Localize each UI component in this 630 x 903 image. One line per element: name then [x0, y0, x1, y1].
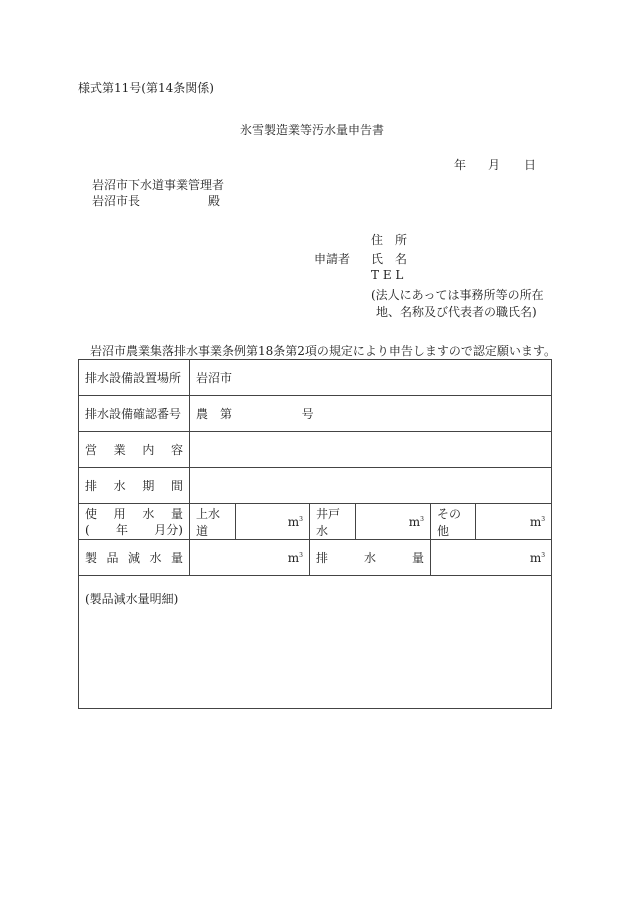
usage-label — [79, 504, 190, 540]
table-row-usage — [79, 504, 552, 540]
business-label-char: 内 — [142, 443, 155, 457]
unit-label: m — [529, 550, 542, 565]
usage-label-char: 使 — [85, 506, 98, 521]
table-row-business — [79, 432, 552, 468]
details-area[interactable] — [79, 576, 552, 709]
water-supply-value[interactable] — [236, 504, 310, 540]
reduction-label-char: 品 — [106, 551, 119, 565]
business-label — [79, 432, 190, 468]
reduction-label — [79, 540, 190, 576]
drain-label-char: 排 — [316, 551, 329, 565]
date-day-label: 日 — [524, 158, 537, 172]
reduction-label-char: 製 — [85, 551, 98, 565]
usage-label-char: 量 — [170, 506, 183, 521]
confirm-prefix: 農 第 — [196, 407, 233, 421]
unit-label: m — [529, 514, 542, 529]
unit-label: m — [287, 550, 300, 565]
location-value[interactable]: 岩沼市 — [190, 360, 552, 396]
unit-sup: 3 — [299, 551, 303, 559]
water-supply-label: 上水道 — [190, 504, 236, 540]
period-label — [79, 468, 190, 504]
reduction-value[interactable] — [190, 540, 310, 576]
table-row-location — [79, 360, 552, 396]
period-label-char: 間 — [170, 479, 183, 493]
statement: 岩沼市農業集落排水事業条例第18条第2項の規定により申告しますので認定願います。 — [90, 344, 556, 358]
addressee-honorific: 殿 — [208, 194, 221, 208]
unit-sup: 3 — [541, 515, 546, 523]
usage-label-sub: 年 — [115, 522, 128, 537]
applicant-tel-label: T E L — [371, 268, 404, 282]
applicant-name-label: 氏 名 — [371, 252, 408, 266]
unit-label: m — [287, 514, 300, 529]
business-label-char: 業 — [113, 443, 126, 457]
unit-sup: 3 — [420, 515, 424, 523]
drain-label-char: 量 — [411, 551, 424, 565]
applicant-note-line2: 地、名称及び代表者の職氏名) — [376, 305, 537, 319]
reduction-label-char: 減 — [127, 551, 140, 565]
usage-label-sub: ( — [85, 522, 90, 537]
applicant-note-line1: (法人にあっては事務所等の所在 — [371, 288, 544, 302]
date-month-label: 月 — [488, 158, 501, 172]
drain-value[interactable] — [431, 540, 552, 576]
business-label-char: 容 — [170, 443, 183, 457]
reduction-label-char: 水 — [149, 551, 162, 565]
applicant-label: 申請者 — [314, 252, 351, 266]
declaration-table — [78, 359, 552, 709]
business-label-char: 営 — [85, 443, 98, 457]
location-label: 排水設備設置場所 — [79, 360, 190, 396]
period-label-char: 水 — [113, 479, 126, 493]
usage-label-char: 水 — [142, 506, 155, 521]
confirm-suffix: 号 — [301, 407, 314, 421]
reduction-label-char: 量 — [170, 551, 183, 565]
usage-label-char: 用 — [113, 506, 126, 521]
unit-sup: 3 — [299, 515, 303, 523]
unit-sup: 3 — [541, 551, 546, 559]
form-number: 様式第11号(第14条関係) — [78, 81, 214, 95]
well-water-value[interactable] — [356, 504, 431, 540]
table-row-reduction — [79, 540, 552, 576]
table-row-period — [79, 468, 552, 504]
usage-label-sub: 月分) — [154, 522, 183, 537]
drain-label — [310, 540, 431, 576]
table-row-confirm — [79, 396, 552, 432]
well-water-label: 井戸水 — [310, 504, 356, 540]
period-label-char: 期 — [142, 479, 155, 493]
period-value[interactable] — [190, 468, 552, 504]
date-year-label: 年 — [454, 158, 467, 172]
confirm-label: 排水設備確認番号 — [79, 396, 190, 432]
other-label: その他 — [431, 504, 476, 540]
applicant-address-label: 住 所 — [371, 233, 408, 247]
period-label-char: 排 — [85, 479, 98, 493]
business-value[interactable] — [190, 432, 552, 468]
page-title: 氷雪製造業等汚水量申告書 — [240, 123, 385, 137]
addressee-line2: 岩沼市長 — [92, 194, 141, 208]
drain-label-char: 水 — [363, 551, 376, 565]
other-value[interactable] — [476, 504, 552, 540]
addressee-line1: 岩沼市下水道事業管理者 — [92, 178, 225, 192]
details-label: (製品減水量明細) — [85, 592, 179, 606]
confirm-number-field[interactable] — [190, 396, 552, 432]
unit-label: m — [408, 514, 421, 529]
table-row-details — [79, 576, 552, 709]
